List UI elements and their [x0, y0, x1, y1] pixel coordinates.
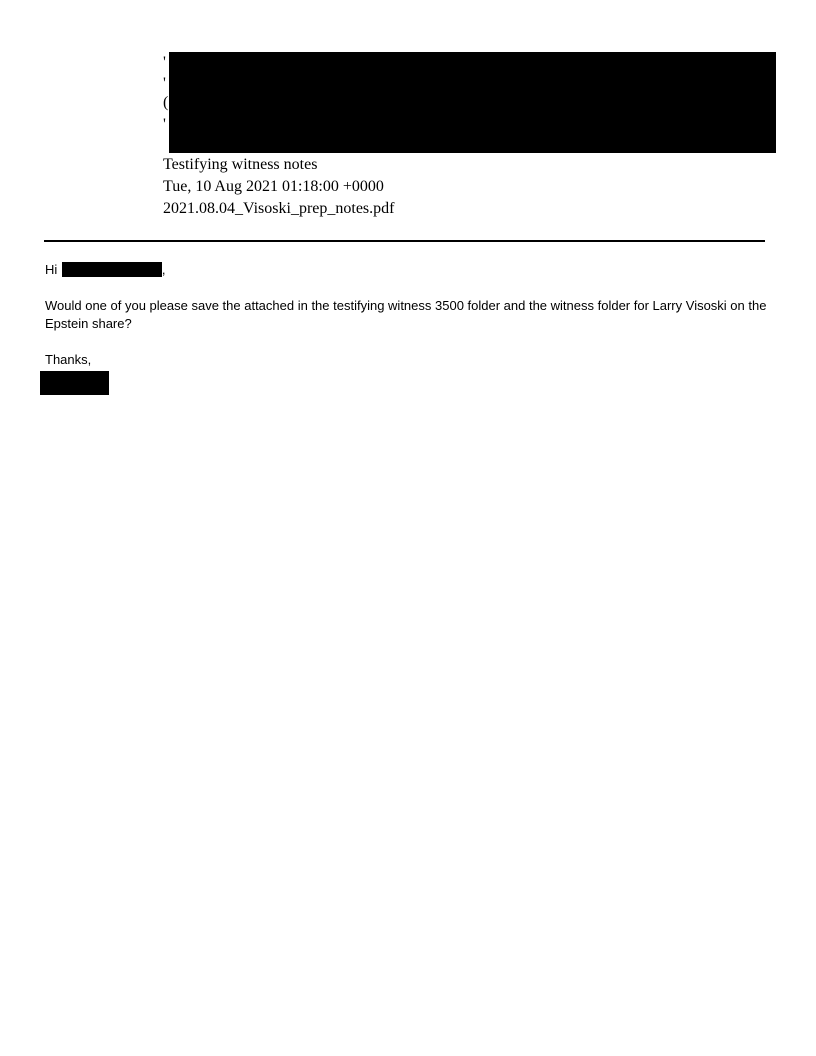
to-value-fragment-2: (: [163, 94, 169, 111]
header-divider: [44, 240, 765, 242]
from-value-fragment: ': [163, 54, 166, 71]
greeting-line: [45, 261, 775, 279]
greeting-text: Hi: [45, 262, 58, 277]
message-paragraph: Would one of you please save the attached in the testifying witness 3500 folder and the witness folder for Larry Visoski on the Epstein share?: [45, 298, 767, 331]
recipient-name-redaction: [62, 262, 162, 277]
signoff-text: Thanks,: [45, 352, 92, 367]
subject-value: Testifying witness notes: [163, 156, 318, 173]
date-value: Tue, 10 Aug 2021 01:18:00 +0000: [163, 178, 384, 195]
signature-redaction: [40, 371, 109, 395]
to-value-fragment: ': [163, 75, 166, 92]
attachments-value: 2021.08.04_Visoski_prep_notes.pdf: [163, 200, 395, 217]
header-redaction-block: [169, 52, 776, 153]
greeting-comma: ,: [161, 262, 166, 277]
cc-value-fragment: ': [163, 116, 166, 133]
